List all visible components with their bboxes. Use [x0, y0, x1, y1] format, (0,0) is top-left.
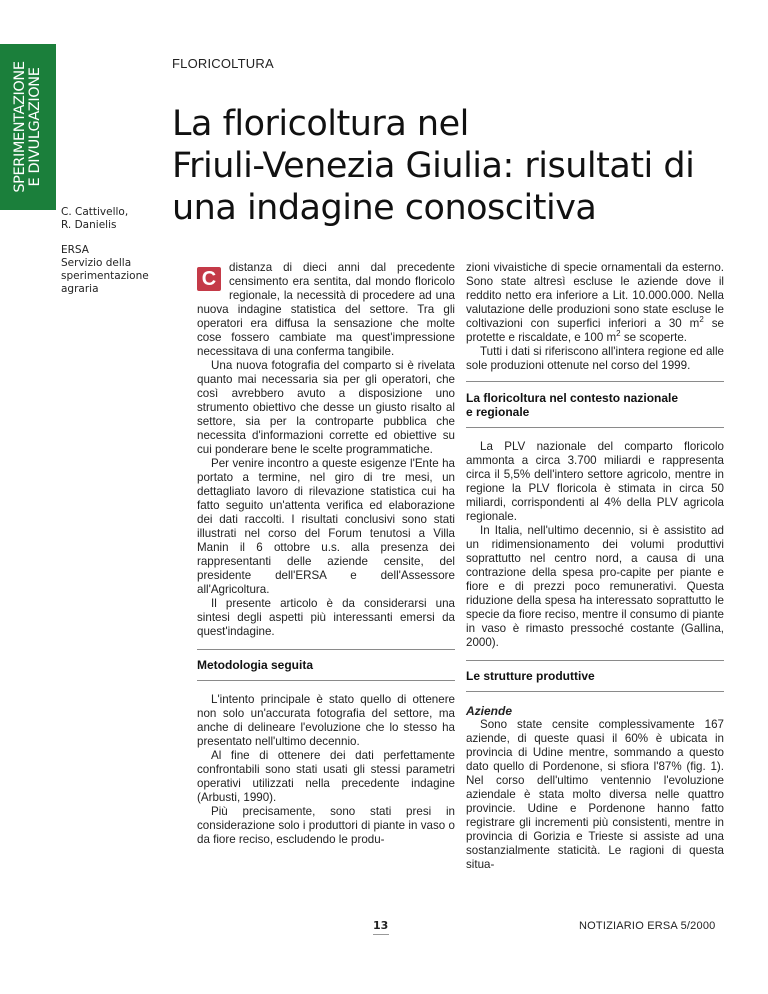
drop-cap: C	[197, 267, 221, 291]
paragraph: Più precisamente, sono stati presi in considerazione solo i produttori di piante in vaso o da fiore reciso, escludendo le produ-	[197, 805, 455, 846]
divider	[197, 649, 455, 650]
paragraph: Al fine di ottenere dei dati perfettamente confrontabili sono stati usati gli stessi parametri operativi utilizzati nella precedente indagine (Arbusti, 1990).	[197, 749, 455, 804]
author-1: C. Cattivello,	[61, 206, 129, 218]
paragraph: Tutti i dati si riferiscono all'intera regione ed alle sole produzioni ottenute nel corso del 1999.	[466, 345, 724, 372]
journal-footer: NOTIZIARIO ERSA 5/2000	[579, 920, 716, 932]
paragraph: Per venire incontro a queste esigenze l'Ente ha portato a termine, nel giro di tre mesi, un dettagliato lavoro di rilevazione statistica cui ha fatto seguito un'attenta verifica ed elaborazione dei dati raccolti. I risultati conclusivi sono stati illustrati nel corso del Forum tenutosi a Villa Manin il 6 ottobre u.s. alla presenza dei rappresentanti delle aziende censite, del presidente dell'ERSA e dell'Assessore all'Agricoltura.	[197, 457, 455, 596]
section-heading-line-2: e regionale	[466, 405, 530, 419]
divider	[466, 660, 724, 661]
paragraph: Una nuova fotografia del comparto si è rivelata quanto mai necessaria sia per gli operatori, che così avrebbero avuto a disposizione uno strumento obiettivo che desse un giusto risalto al settore, sia per la controparte pubblica che necessita d'informazioni corrette ed obiettive su cui ponderare bene le scelte programmatiche.	[197, 359, 455, 456]
author-2: R. Danielis	[61, 219, 117, 231]
paragraph: Il presente articolo è da considerarsi una sintesi degli aspetti più interessanti emersi da quest'indagine.	[197, 597, 455, 638]
section-heading-line-1: La floricoltura nel contesto nazionale	[466, 391, 679, 405]
text-run: se protette e riscaldate, e 100 m	[466, 317, 724, 344]
affiliation-line-3: sperimentazione	[61, 270, 149, 282]
text-run: se scoperte.	[620, 331, 688, 344]
paragraph: In Italia, nell'ultimo decennio, si è assistito ad un ridimensionamento dei volumi produttivi soprattutto nel centro nord, a causa di una contrazione della spesa pro-capite per piante e fiore e di prezzi poco remunerativi. Questa riduzione della spesa ha interessato soprattutto le specie da fiore reciso, mentre il consumo di piante in vaso è rimasto pressoché costante (Gallina, 2000).	[466, 524, 724, 649]
paragraph: L'intento principale è stato quello di ottenere non solo un'accurata fotografia del settore, ma anche di delineare l'evoluzione che lo stesso ha presentato nell'ultimo decennio.	[197, 693, 455, 748]
paragraph: La PLV nazionale del comparto floricolo ammonta a circa 3.700 miliardi e rappresenta circa il 5,5% dell'intero settore agricolo, mentre in regione la PLV floricola è stimata in circa 50 miliardi, corrispondenti al 4% della PLV agricola regionale.	[466, 440, 724, 523]
affiliation-line-4: agraria	[61, 283, 99, 295]
section-heading: Metodologia seguita	[197, 658, 314, 672]
paragraph	[466, 261, 724, 345]
divider	[466, 691, 724, 692]
authors	[61, 206, 128, 232]
article-title	[172, 103, 712, 229]
paragraph: distanza di dieci anni dal precedente censimento era sentita, dal mondo floricolo regionale, la necessità di procedere ad una nuova indagine statistica del settore. Tra gli operatori era diffusa la sensazione che molte cose fossero cambiate ma quest'impressione necessitava di una conferma tangibile.	[197, 261, 455, 358]
affiliation-line-2: Servizio della	[61, 257, 132, 269]
sidebar-tab-label	[13, 61, 43, 192]
section-label: FLORICOLTURA	[172, 56, 274, 71]
sidebar-tab-line-2: E DIVULGAZIONE	[27, 67, 43, 187]
left-column	[197, 261, 455, 847]
page-number: 13	[373, 919, 389, 932]
superscript: 2	[699, 315, 704, 325]
affiliation-line-1: ERSA	[61, 244, 89, 256]
text-run: zioni vivaistiche di specie ornamentali da esterno. Sono state altresì escluse le aziende dove il reddito netto era inferiore a Lit. 10.000.000. Nella valutazione delle produzioni sono state escluse le coltivazioni con superfici inferiori a 30 m	[466, 261, 724, 330]
divider	[466, 381, 724, 382]
title-line-3: una indagine conoscitiva	[172, 188, 597, 228]
title-line-1: La floricoltura nel	[172, 104, 469, 144]
sidebar-tab-line-1: SPERIMENTAZIONE	[12, 61, 28, 193]
affiliation	[61, 244, 149, 296]
right-column	[466, 261, 724, 872]
superscript: 2	[616, 329, 621, 339]
title-line-2: Friuli-Venezia Giulia: risultati di	[172, 146, 695, 186]
paragraph: Sono state censite complessivamente 167 aziende, di queste quasi il 60% è ubicata in provincia di Udine mentre, sommando a questo dato quello di Pordenone, si sfiora l'87% (fig. 1). Nel corso dell'ultimo ventennio l'evoluzione aziendale è stata molto diversa nelle quattro provincie. Udine e Pordenone hanno fatto registrare gli incrementi più consistenti, mentre in provincia di Gorizia e Trieste si assiste ad una sostanzialmente staticità. Le ragioni di questa situa-	[466, 718, 724, 871]
section-heading: Le strutture produttive	[466, 669, 595, 683]
divider	[466, 427, 724, 428]
divider	[197, 680, 455, 681]
page-number-rule	[373, 934, 389, 935]
section-heading	[466, 391, 724, 419]
section-sidebar-tab	[0, 44, 56, 210]
subsection-heading: Aziende	[466, 704, 513, 718]
